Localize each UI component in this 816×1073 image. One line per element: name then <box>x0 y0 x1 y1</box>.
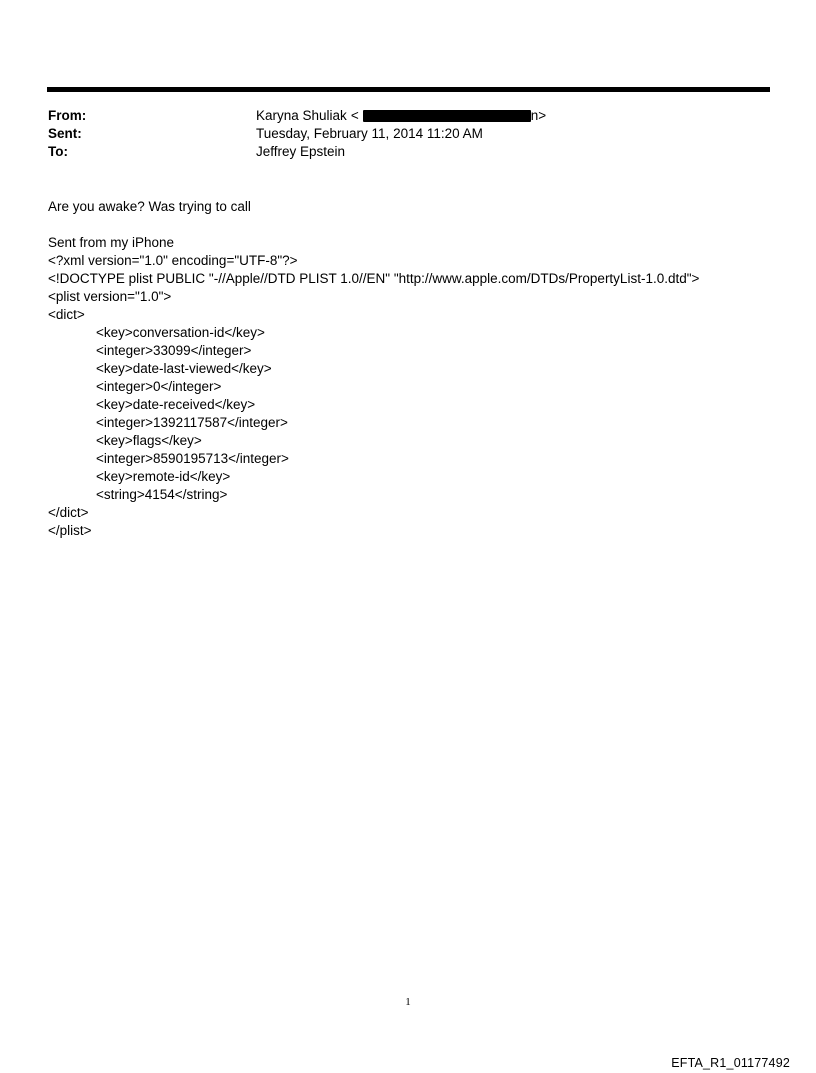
xml-key-line: <key>remote-id</key> <box>96 469 231 484</box>
plist-open-line: <plist version="1.0"> <box>48 289 172 304</box>
to-value: Jeffrey Epstein <box>256 144 346 159</box>
from-value <box>256 107 546 125</box>
from-row <box>48 107 546 125</box>
signature-text: Sent from my iPhone <box>48 235 175 250</box>
from-label: From: <box>48 108 87 123</box>
xml-declaration-line: <?xml version="1.0" encoding="UTF-8"?> <box>48 253 298 268</box>
xml-value-line: <integer>8590195713</integer> <box>96 451 289 466</box>
message-text: Are you awake? Was trying to call <box>48 199 251 214</box>
xml-key-line: <key>date-received</key> <box>96 397 256 412</box>
email-header <box>48 107 546 161</box>
sent-value: Tuesday, February 11, 2014 11:20 AM <box>256 126 483 141</box>
document-id: EFTA_R1_01177492 <box>671 1056 790 1070</box>
header-divider <box>47 87 770 92</box>
xml-key-line: <key>conversation-id</key> <box>96 325 265 340</box>
email-close-bracket: n> <box>530 108 547 123</box>
xml-value-line: <integer>0</integer> <box>96 379 222 394</box>
to-row <box>48 143 546 161</box>
to-label: To: <box>48 144 68 159</box>
paragraph-spacer <box>48 216 699 234</box>
dict-close-line: </dict> <box>48 505 89 520</box>
xml-value-line: <integer>1392117587</integer> <box>96 415 288 430</box>
xml-value-line: <string>4154</string> <box>96 487 228 502</box>
xml-key-line: <key>flags</key> <box>96 433 202 448</box>
sent-label: Sent: <box>48 126 82 141</box>
redacted-email-block <box>363 110 531 122</box>
sent-row <box>48 125 546 143</box>
sender-name: Karyna Shuliak <box>256 108 347 123</box>
page-number: 1 <box>405 996 411 1008</box>
doctype-line: <!DOCTYPE plist PUBLIC "-//Apple//DTD PLIST 1.0//EN" "http://www.apple.com/DTDs/PropertyList-1.0.dtd"> <box>48 271 700 286</box>
xml-key-line: <key>date-last-viewed</key> <box>96 361 272 376</box>
plist-close-line: </plist> <box>48 523 92 538</box>
dict-open-line: <dict> <box>48 307 85 322</box>
xml-value-line: <integer>33099</integer> <box>96 343 252 358</box>
email-body <box>48 198 699 540</box>
email-open-bracket: < <box>350 108 359 123</box>
